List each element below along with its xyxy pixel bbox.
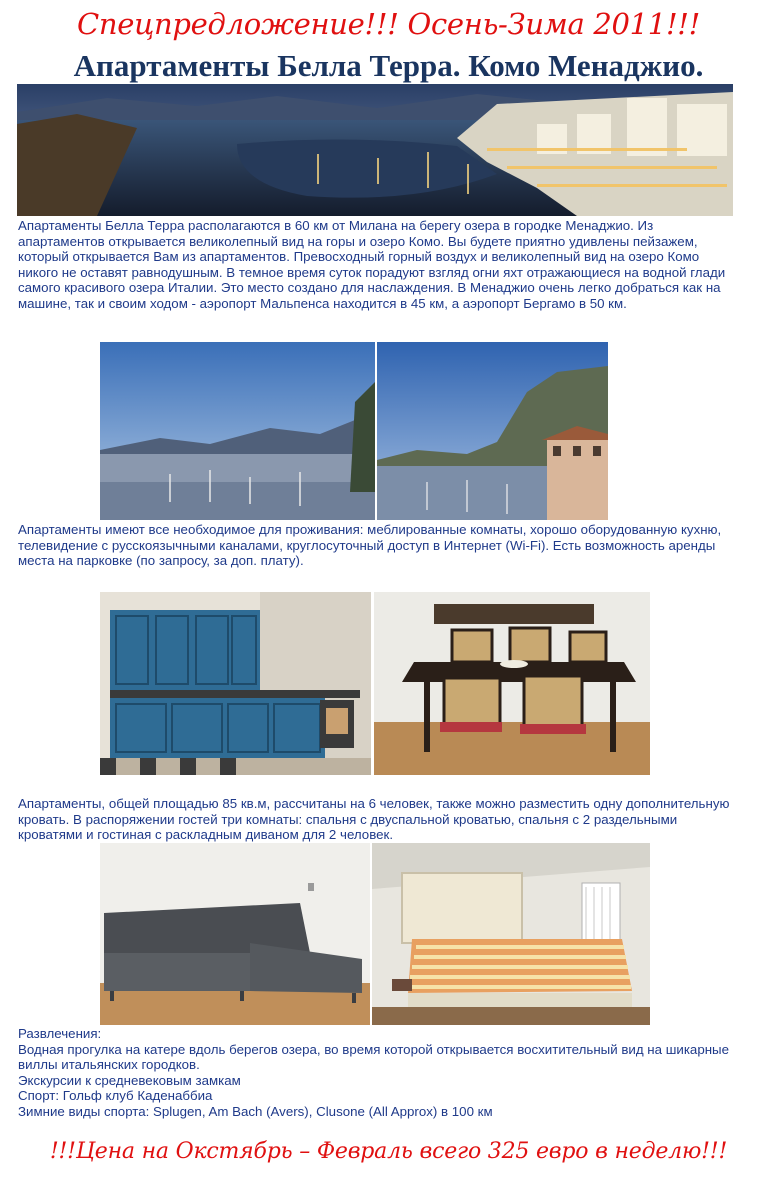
lake-photo-left	[100, 342, 375, 520]
lake-photo-right	[377, 342, 608, 520]
entertainment-section	[18, 1026, 730, 1119]
panorama-photo	[17, 84, 733, 216]
promo-heading: Спецпредложение!!! Осень-Зима 2011!!!	[76, 7, 701, 41]
layout-paragraph: Апартаменты, общей площадью 85 кв.м, рассчитаны на 6 человек, также можно разместить одну дополнительную кровать. В распоряжении гостей три комнаты: спальня с двуспальной кроватью, спальня с 2 раздельными кроватями и гостиная с раскладным диваном для 2 человек.	[18, 796, 730, 842]
entertainment-item: Экскурсии к средневековым замкам	[18, 1072, 241, 1088]
bedroom-photo	[372, 843, 650, 1025]
price-banner: !!!Цена на Окстябрь – Февраль всего 325 евро в неделю!!!	[49, 1139, 728, 1164]
entertainment-heading: Развлечения:	[18, 1026, 102, 1041]
kitchen-photo	[100, 592, 371, 775]
intro-paragraph: Апартаменты Белла Терра располагаются в 60 км от Милана на берегу озера в городке Менаджио. Из апартаментов открывается великолепный вид на горы и озеро Комо. Вы будете приятно удивлены пейзажем, который открывается Вам из апартаментов. Превосходный горный воздух и великолепный вид на озеро Комо никого не оставят равнодушным. В темное время суток порадуют взгляд огни яхт отражающиеся на водной глади самого красивого озера Италии. Это место создано для наслаждения. В Менаджио очень легко добраться как на машине, так и своим ходом - аэропорт Мальпенса находится в 45 км, а аэропорт Бергамо в 50 км.	[18, 218, 726, 311]
dining-photo	[374, 592, 650, 775]
entertainment-item: Спорт: Гольф клуб Каденаббиа	[18, 1088, 213, 1103]
entertainment-item: Водная прогулка на катере вдоль берегов озера, во время которой открывается восхитительный вид на шикарные виллы итальянских городков.	[18, 1041, 730, 1072]
sofa-photo	[100, 843, 370, 1025]
amenities-paragraph: Апартаменты имеют все необходимое для проживания: меблированные комнаты, хорошо оборудованную кухню, телевидение с русскоязычными каналами, круглосуточный доступ в Интернет (Wi-Fi). Есть возможность аренды места на парковке (по запросу, за доп. плату).	[18, 522, 722, 568]
entertainment-item: Зимние виды спорта: Splugen, Am Bach (Avers), Clusone (All Approx) в 100 км	[18, 1103, 493, 1119]
page-title: Апартаменты Белла Терра. Комо Менаджио.	[73, 48, 704, 83]
